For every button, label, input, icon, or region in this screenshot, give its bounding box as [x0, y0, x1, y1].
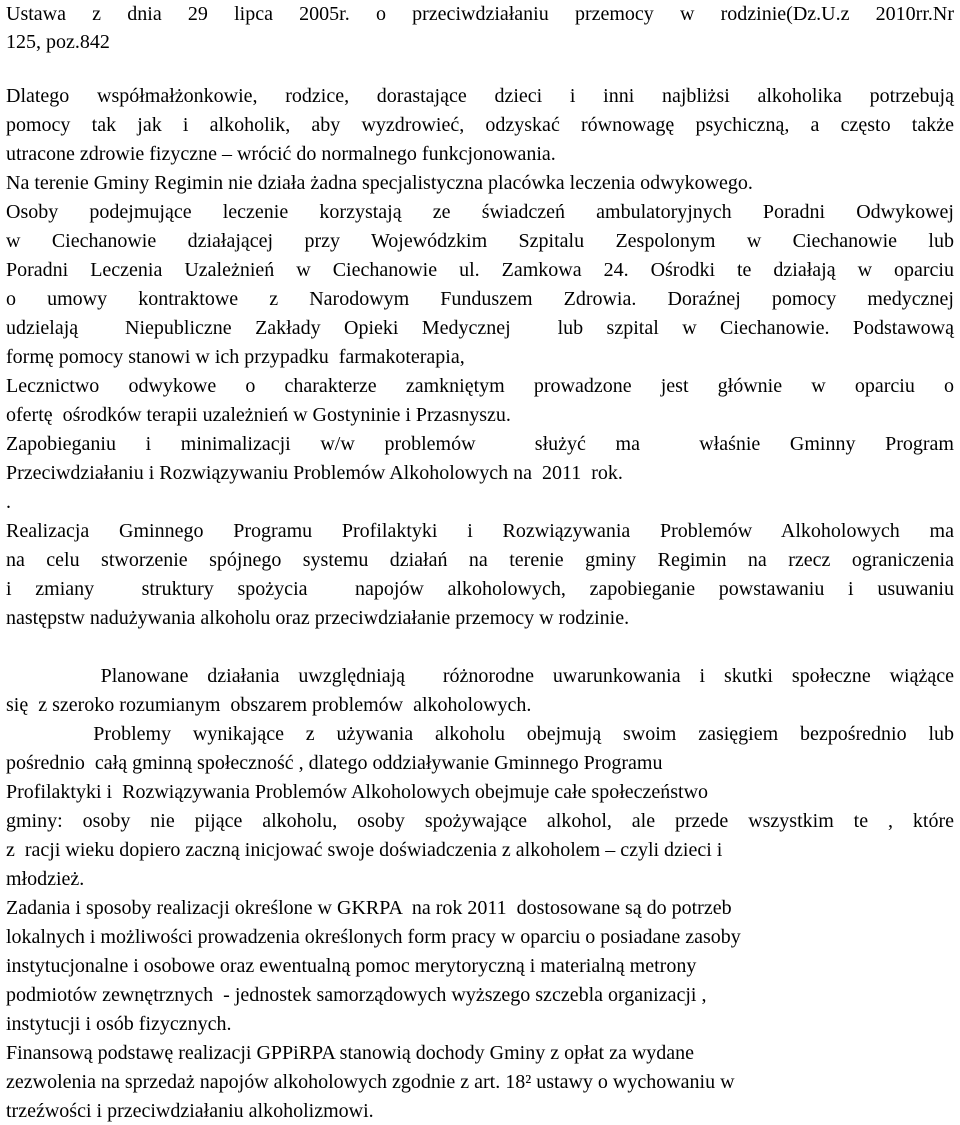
text-line: Problemy wynikające z używania alkoholu obejmują swoim zasięgiem bezpośrednio lub	[6, 723, 954, 745]
text-line: podmiotów zewnętrznych - jednostek samorządowych wyższego szczebla organizacji ,	[6, 984, 707, 1006]
text-line: Planowane działania uwzględniają różnorodne uwarunkowania i skutki społeczne wiążące	[6, 665, 954, 687]
text-line: o umowy kontraktowe z Narodowym Funduszem Zdrowia. Doraźnej pomocy medycznej	[6, 288, 954, 310]
text-line: Poradni Leczenia Uzależnień w Ciechanowie ul. Zamkowa 24. Ośrodki te działają w oparciu	[6, 259, 954, 281]
text-line: 125, poz.842	[6, 31, 110, 53]
text-line: Przeciwdziałaniu i Rozwiązywaniu Problemów Alkoholowych na 2011 rok.	[6, 462, 623, 484]
text-line: Dlatego współmałżonkowie, rodzice, dorastające dzieci i inni najbliżsi alkoholika potrzebują	[6, 85, 954, 107]
text-line: formę pomocy stanowi w ich przypadku farmakoterapia,	[6, 346, 465, 368]
text-line: na celu stworzenie spójnego systemu działań na terenie gminy Regimin na rzecz ograniczenia	[6, 549, 954, 571]
text-line: utracone zdrowie fizyczne – wrócić do normalnego funkcjonowania.	[6, 143, 556, 165]
text-line: Na terenie Gminy Regimin nie działa żadna specjalistyczna placówka leczenia odwykowego.	[6, 172, 753, 194]
text-line: Lecznictwo odwykowe o charakterze zamkniętym prowadzone jest głównie w oparciu o	[6, 375, 954, 397]
text-line: ofertę ośrodków terapii uzależnień w Gostyninie i Przasnyszu.	[6, 404, 511, 426]
text-line: Realizacja Gminnego Programu Profilaktyki i Rozwiązywania Problemów Alkoholowych ma	[6, 520, 954, 542]
text-line: .	[6, 491, 11, 513]
text-line: się z szeroko rozumianym obszarem problemów alkoholowych.	[6, 694, 532, 716]
text-line: w Ciechanowie działającej przy Wojewódzkim Szpitalu Zespolonym w Ciechanowie lub	[6, 230, 954, 252]
text-line: Profilaktyki i Rozwiązywania Problemów Alkoholowych obejmuje całe społeczeństwo	[6, 781, 709, 803]
text-line: z racji wieku dopiero zaczną inicjować swoje doświadczenia z alkoholem – czyli dzieci i	[6, 839, 723, 861]
text-line: gminy: osoby nie pijące alkoholu, osoby spożywające alkohol, ale przede wszystkim te , które	[6, 810, 954, 832]
text-line: Zadania i sposoby realizacji określone w GKRPA na rok 2011 dostosowane są do potrzeb	[6, 897, 732, 919]
text-line: instytucji i osób fizycznych.	[6, 1013, 232, 1035]
text-line: trzeźwości i przeciwdziałaniu alkoholizmowi.	[6, 1100, 374, 1122]
text-line: Finansową podstawę realizacji GPPiRPA stanowią dochody Gminy z opłat za wydane	[6, 1042, 695, 1064]
text-line: pośrednio całą gminną społeczność , dlatego oddziaływanie Gminnego Programu	[6, 752, 663, 774]
text-line: następstw nadużywania alkoholu oraz przeciwdziałanie przemocy w rodzinie.	[6, 607, 630, 629]
text-line: pomocy tak jak i alkoholik, aby wyzdrowieć, odzyskać równowagę psychiczną, a często także	[6, 114, 954, 136]
text-line: lokalnych i możliwości prowadzenia określonych form pracy w oparciu o posiadane zasoby	[6, 926, 741, 948]
text-line: instytucjonalne i osobowe oraz ewentualną pomoc merytoryczną i materialną metrony	[6, 955, 697, 977]
text-line: Ustawa z dnia 29 lipca 2005r. o przeciwdziałaniu przemocy w rodzinie(Dz.U.z 2010rr.Nr	[6, 3, 954, 25]
text-line: udzielają Niepubliczne Zakłady Opieki Medycznej lub szpital w Ciechanowie. Podstawową	[6, 317, 954, 339]
text-line: Osoby podejmujące leczenie korzystają ze świadczeń ambulatoryjnych Poradni Odwykowej	[6, 201, 954, 223]
text-line: młodzież.	[6, 868, 85, 890]
text-line: Zapobieganiu i minimalizacji w/w problemów służyć ma właśnie Gminny Program	[6, 433, 954, 455]
text-line: i zmiany struktury spożycia napojów alkoholowych, zapobieganie powstawaniu i usuwaniu	[6, 578, 954, 600]
text-line: zezwolenia na sprzedaż napojów alkoholowych zgodnie z art. 18² ustawy o wychowaniu w	[6, 1071, 735, 1093]
